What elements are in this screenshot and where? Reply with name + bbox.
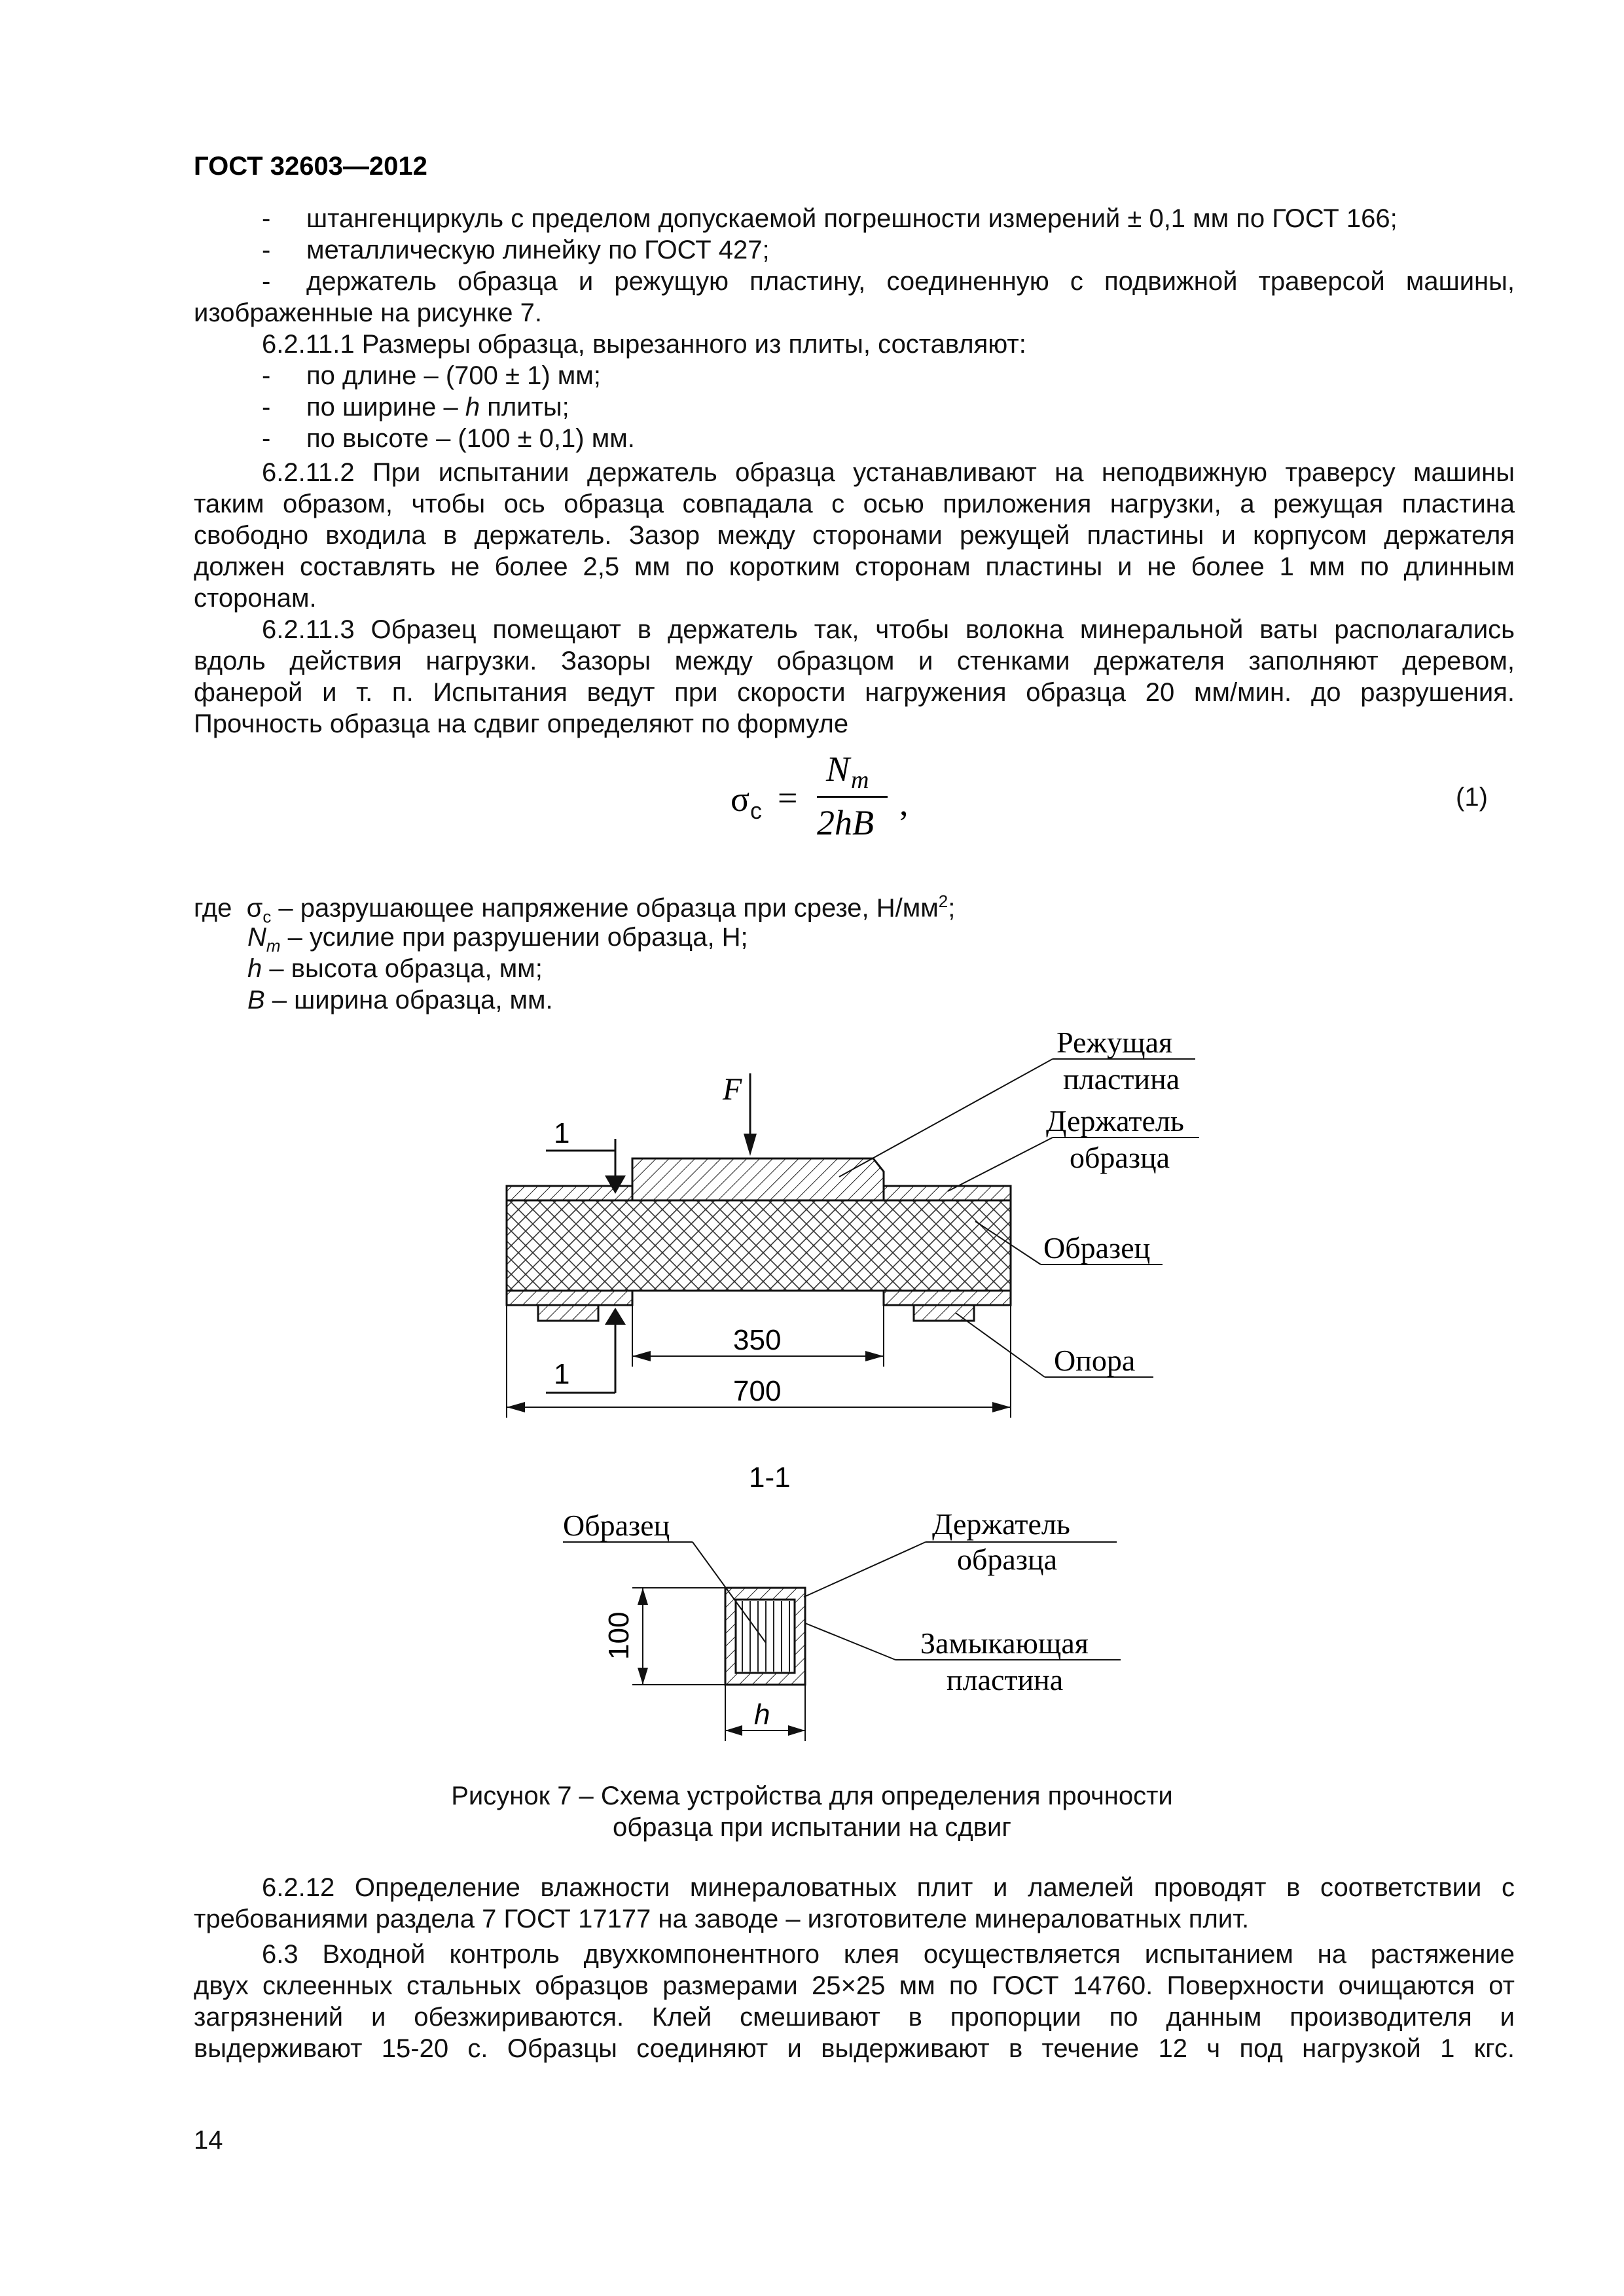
where-line-sigma: где $\sigma_c$ – разрушающее напряжение образца при срезе, $Н/мм^2$; (194, 891, 956, 927)
section-dimension-h-label: h (754, 1698, 770, 1731)
force-label: F (723, 1072, 742, 1107)
list-item-holder-line2: изображенные на рисунке 7. (194, 298, 542, 327)
label-support: Опора (1054, 1344, 1136, 1377)
section-specimen-fibers (737, 1601, 793, 1672)
dimension-700-label: 700 (733, 1375, 782, 1407)
dimension-350-label: 350 (733, 1324, 782, 1356)
section-label-holder-1: Держатель (932, 1507, 1070, 1541)
list-item-holder-line1: держатель образца и режущую пластину, соединенную с подвижной траверсой машины, (306, 267, 1515, 296)
list-dash: - (262, 204, 271, 233)
holder-bottom-right (884, 1291, 1011, 1305)
specimen-body (507, 1200, 1011, 1291)
where-line-b: B – ширина образца, мм. (247, 986, 553, 1014)
paragraph-6-2-11-1: 6.2.11.1 Размеры образца, вырезанного из плиты, составляют: (262, 330, 1026, 359)
dim-length: по длине – (700 ± 1) мм; (306, 361, 601, 390)
list-dash: - (262, 424, 271, 453)
cutting-plate (632, 1158, 884, 1200)
label-holder-1: Держатель (1046, 1104, 1184, 1138)
section-title: 1-1 (749, 1462, 791, 1494)
paragraph-6-2-11-3-line: фанерой и т. п. Испытания ведут при скорости нагружения образца 20 мм/мин. до разрушения. (194, 678, 1515, 707)
formula-sigma: σ (731, 780, 750, 819)
figure-caption-line2: образца при испытании на сдвиг (613, 1813, 1011, 1842)
formula-sigma-sub: c (750, 797, 762, 824)
section-label-closing-1: Замыкающая (920, 1626, 1089, 1660)
label-cutting-plate-2: пластина (1063, 1062, 1180, 1096)
dim-width: по ширине – h плиты; (306, 393, 569, 422)
list-dash: - (262, 361, 271, 390)
page-number: 14 (194, 2126, 223, 2155)
formula-numerator: N (826, 749, 850, 789)
paragraph-6-2-11-3-line: 6.2.11.3 Образец помещают в держатель так, чтобы волокна минеральной ваты располагались (262, 615, 1515, 644)
label-holder-2: образца (1070, 1141, 1170, 1174)
list-dash: - (262, 393, 271, 422)
holder-top-right (884, 1186, 1011, 1200)
figure-caption-line1: Рисунок 7 – Схема устройства для определения прочности (451, 1782, 1173, 1810)
section-dimension-100-label: 100 (603, 1611, 635, 1660)
list-dash: - (262, 267, 271, 296)
where-line-h: h – высота образца, мм; (247, 954, 543, 983)
paragraph-6-3-line: 6.3 Входной контроль двухкомпонентного клея осуществляется испытанием на растяжение (262, 1940, 1515, 1969)
paragraph-6-2-11-3-last: Прочность образца на сдвиг определяют по формуле (194, 709, 849, 738)
paragraph-6-2-11-2-line: таким образом, чтобы ось образца совпадала с осью приложения нагрузки, а режущая пластина (194, 490, 1515, 518)
document-code-header: ГОСТ 32603—2012 (194, 152, 427, 181)
list-item-ruler: металлическую линейку по ГОСТ 427; (306, 236, 770, 264)
label-specimen: Образец (1043, 1231, 1151, 1265)
list-item-caliper: штангенциркуль с пределом допускаемой погрешности измерений ± 0,1 мм по ГОСТ 166; (306, 204, 1398, 233)
section-label-specimen: Образец (563, 1509, 670, 1542)
formula-equals: = (778, 778, 798, 817)
section-dimension-100 (632, 1588, 725, 1685)
support-right (914, 1305, 974, 1321)
paragraph-6-2-11-2-line: 6.2.11.2 При испытании держатель образца устанавливают на неподвижную траверсу машины (262, 458, 1515, 487)
formula-denominator: 2hB (817, 803, 874, 842)
section-label-closing-2: пластина (947, 1663, 1064, 1696)
paragraph-6-2-11-2-last: сторонам. (194, 584, 317, 613)
formula-numerator-sub: m (851, 766, 869, 794)
formula-number: (1) (1456, 783, 1488, 812)
paragraph-6-3-line: двух склеенных стальных образцов размерами 25×25 мм по ГОСТ 14760. Поверхности очищаются от (194, 1971, 1515, 2000)
paragraph-6-2-11-3-line: вдоль действия нагрузки. Зазоры между образцом и стенками держателя заполняют деревом, (194, 647, 1515, 675)
section-mark-top-label: 1 (554, 1117, 570, 1149)
where-line-nm: $N_m$ – усилие при разрушении образца, Н; (247, 923, 748, 956)
section-mark-bottom-label: 1 (554, 1358, 570, 1390)
list-dash: - (262, 236, 271, 264)
label-cutting-plate-1: Режущая (1056, 1026, 1173, 1059)
dim-height: по высоте – (100 ± 0,1) мм. (306, 424, 635, 453)
force-arrow (744, 1073, 757, 1156)
section-label-holder-2: образца (957, 1543, 1058, 1576)
paragraph-6-2-12-line: 6.2.12 Определение влажности минераловатных плит и ламелей проводят в соответствии с (262, 1873, 1515, 1902)
paragraph-6-2-12-last: требованиями раздела 7 ГОСТ 17177 на заводе – изготовителе минераловатных плит. (194, 1905, 1250, 1933)
holder-bottom-left (507, 1291, 632, 1305)
paragraph-6-2-11-2-line: должен составлять не более 2,5 мм по коротким сторонам пластины и не более 1 мм по длинным (194, 552, 1515, 581)
paragraph-6-2-11-2-line: свободно входила в держатель. Зазор между сторонами режущей пластины и корпусом держателя (194, 521, 1515, 550)
support-left (538, 1305, 598, 1321)
paragraph-6-3-line: загрязнений и обезжириваются. Клей смешивают в пропорции по данным производителя и (194, 2003, 1515, 2032)
formula-comma: , (899, 783, 909, 823)
paragraph-6-3-line: выдерживают 15-20 с. Образцы соединяют и выдерживают в течение 12 ч под нагрузкой 1 кгс. (194, 2034, 1515, 2063)
